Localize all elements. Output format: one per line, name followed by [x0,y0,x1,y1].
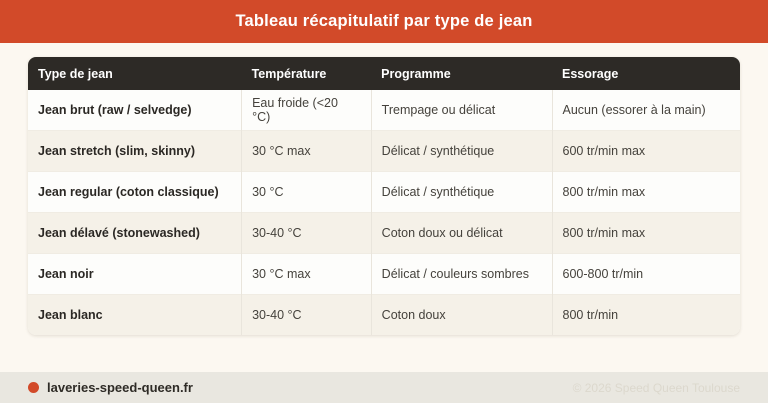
cell-temperature: 30 °C max [242,254,372,295]
page-title: Tableau récapitulatif par type de jean [235,12,533,30]
cell-type: Jean regular (coton classique) [28,172,242,213]
cell-temperature: 30 °C max [242,131,372,172]
table-row [28,90,740,131]
table-row [28,213,740,254]
cell-programme: Délicat / couleurs sombres [371,254,552,295]
cell-temperature: 30 °C [242,172,372,213]
jean-summary-table-card [28,57,740,335]
table-row [28,254,740,295]
cell-temperature: Eau froide (<20 °C) [242,90,372,131]
table-row [28,172,740,213]
cell-temperature: 30-40 °C [242,213,372,254]
jean-summary-table [28,57,740,335]
cell-programme: Délicat / synthétique [371,172,552,213]
cell-type: Jean brut (raw / selvedge) [28,90,242,131]
cell-essorage: Aucun (essorer à la main) [552,90,740,131]
cell-essorage: 600-800 tr/min [552,254,740,295]
column-header-temperature: Température [242,57,372,90]
cell-type: Jean stretch (slim, skinny) [28,131,242,172]
column-header-type: Type de jean [28,57,242,90]
cell-programme: Trempage ou délicat [371,90,552,131]
cell-essorage: 800 tr/min [552,295,740,336]
cell-type: Jean blanc [28,295,242,336]
table-header-row [28,57,740,90]
cell-temperature: 30-40 °C [242,295,372,336]
footer-bar [0,372,768,403]
table-row [28,131,740,172]
cell-essorage: 800 tr/min max [552,213,740,254]
cell-programme: Coton doux ou délicat [371,213,552,254]
table-row [28,295,740,336]
cell-essorage: 600 tr/min max [552,131,740,172]
cell-type: Jean délavé (stonewashed) [28,213,242,254]
footer-copyright: © 2026 Speed Queen Toulouse [572,380,740,395]
cell-programme: Délicat / synthétique [371,131,552,172]
brand-dot-icon [28,382,39,393]
column-header-programme: Programme [371,57,552,90]
cell-type: Jean noir [28,254,242,295]
page-header-banner [0,0,768,43]
cell-essorage: 800 tr/min max [552,172,740,213]
footer-site-label: laveries-speed-queen.fr [47,380,193,395]
column-header-essorage: Essorage [552,57,740,90]
cell-programme: Coton doux [371,295,552,336]
